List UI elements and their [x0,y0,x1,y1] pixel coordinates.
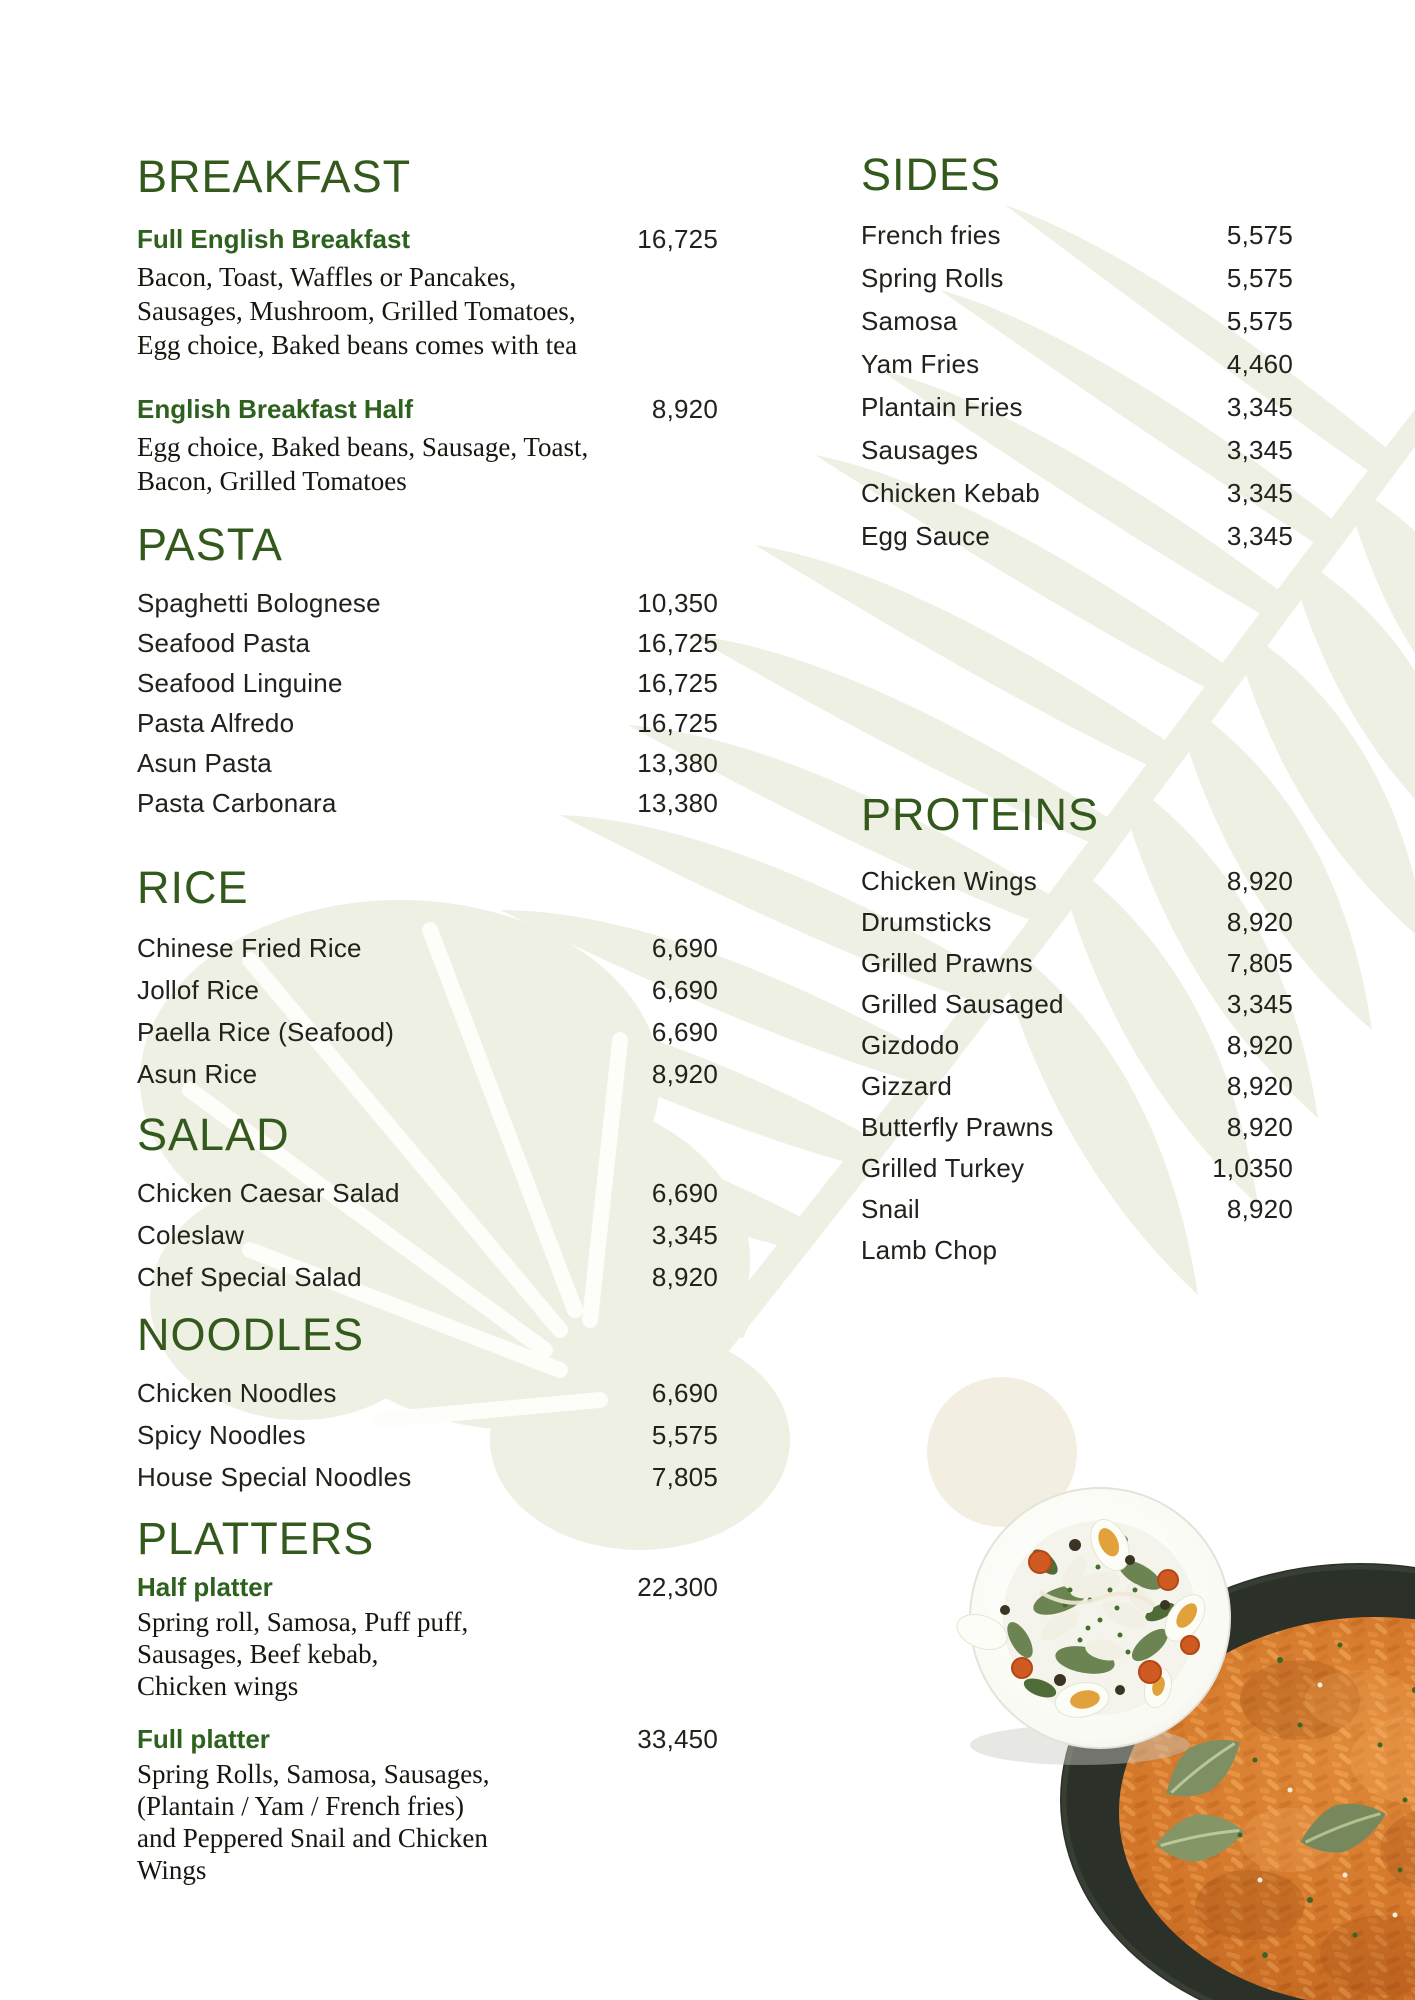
section-platters [137,1514,718,1908]
menu-item-name: House Special Noodles [137,1462,412,1492]
menu-item-name: Gizzard [861,1071,952,1101]
section-title: SIDES [861,149,1002,200]
menu-item [861,1235,1293,1266]
menu-item-price: 5,575 [1226,306,1293,336]
section-noodles [137,1310,718,1504]
menu-item [861,392,1293,423]
menu-item-name: Spaghetti Bolognese [137,588,381,618]
menu-item-description-line: Spring roll, Samosa, Puff puff, [137,1607,469,1637]
menu-item-price: 16,725 [637,224,718,254]
menu-item [861,1194,1293,1225]
menu-item-description-line: Sausages, Beef kebab, [137,1639,379,1669]
menu-item [137,708,718,739]
menu-item [861,1153,1293,1184]
section-title: RICE [137,862,249,913]
menu-item [137,1220,718,1251]
menu-item-name: Asun Pasta [137,748,272,778]
menu-item-price: 6,690 [651,1178,718,1208]
menu-item-price: 16,725 [637,628,718,658]
menu-item-name: Full platter [137,1724,270,1754]
menu-item [861,435,1293,466]
menu-item-price: 8,920 [1226,1194,1293,1224]
menu-item [137,788,718,819]
menu-item-name: Drumsticks [861,907,992,937]
menu-item-price: 3,345 [1226,392,1293,422]
section-breakfast [137,152,718,530]
menu-item-description-line: Chicken wings [137,1671,299,1701]
section-sides [861,150,1293,564]
menu-item [137,668,718,699]
menu-item-name: Chef Special Salad [137,1262,362,1292]
menu-item-price: 5,575 [651,1420,718,1450]
section-title: SALAD [137,1109,290,1160]
menu-item [137,1572,718,1602]
menu-item [137,224,718,254]
menu-item-name: Butterfly Prawns [861,1112,1054,1142]
menu-item-description [137,260,718,362]
menu-item-name: Seafood Linguine [137,668,343,698]
menu-item-price: 7,805 [1226,948,1293,978]
menu-item-description-line: Bacon, Grilled Tomatoes [137,466,407,496]
menu-item-price: 8,920 [651,394,718,424]
menu-item-name: Seafood Pasta [137,628,311,658]
menu-item-price: 7,805 [651,1462,718,1492]
menu-item-name: Grilled Prawns [861,948,1033,978]
menu-item [137,1462,718,1493]
menu-item-description-line: Egg choice, Baked beans, Sausage, Toast, [137,432,589,462]
menu-item-name: Plantain Fries [861,392,1023,422]
menu-item-price: 3,345 [1226,521,1293,551]
section-title: NOODLES [137,1309,365,1360]
menu-item [137,933,718,964]
menu-item-price: 33,450 [637,1724,718,1754]
menu-item-name: Coleslaw [137,1220,245,1250]
menu-item-name: Lamb Chop [861,1235,998,1265]
menu-item-description-line: Wings [137,1855,207,1885]
menu-item-name: Chinese Fried Rice [137,933,362,963]
menu-item-name: Spicy Noodles [137,1420,306,1450]
menu-item-name: French fries [861,220,1001,250]
menu-item [861,907,1293,938]
menu-item [137,1724,718,1754]
menu-item-name: English Breakfast Half [137,394,413,424]
menu-item-price: 1,0350 [1212,1153,1293,1183]
menu-item-price: 13,380 [637,788,718,818]
menu-item [861,263,1293,294]
menu-item [137,975,718,1006]
menu-item [137,748,718,779]
menu-item [137,588,718,619]
section-proteins [861,790,1293,1276]
menu-item-price: 3,345 [1226,989,1293,1019]
section-salad [137,1110,718,1304]
menu-item-name: Sausages [861,435,979,465]
menu-item-name: Grilled Turkey [861,1153,1025,1183]
menu-item [861,220,1293,251]
menu-item-price: 8,920 [1226,907,1293,937]
menu-item-price: 3,345 [1226,435,1293,465]
menu-item-price: 8,920 [1226,866,1293,896]
menu-item [861,349,1293,380]
menu-item-description-line: and Peppered Snail and Chicken [137,1823,488,1853]
menu-item-price: 8,920 [1226,1112,1293,1142]
menu-item-description-line: Egg choice, Baked beans comes with tea [137,330,578,360]
menu-item-name: Samosa [861,306,958,336]
menu-item [861,989,1293,1020]
menu-item-price: 10,350 [637,588,718,618]
menu-item-price: 4,460 [1226,349,1293,379]
menu-item [137,1017,718,1048]
section-title: BREAKFAST [137,151,412,202]
section-rice [137,863,718,1101]
menu-item-name: Jollof Rice [137,975,260,1005]
menu-item-name: Chicken Wings [861,866,1037,896]
menu-right-column [861,0,1293,2000]
menu-item [861,306,1293,337]
section-title: PLATTERS [137,1513,375,1564]
menu-item [861,1030,1293,1061]
menu-item-description [137,1758,718,1886]
menu-item-price: 5,575 [1226,263,1293,293]
menu-item [861,521,1293,552]
menu-item-price: 8,920 [651,1262,718,1292]
menu-item-description-line: Bacon, Toast, Waffles or Pancakes, [137,262,517,292]
menu-item-price: 8,920 [1226,1071,1293,1101]
menu-item-price: 8,920 [651,1059,718,1089]
menu-item-name: Full English Breakfast [137,224,411,254]
menu-item-price: 22,300 [637,1572,718,1602]
menu-item [861,1071,1293,1102]
menu-item [137,1378,718,1409]
menu-item [137,1178,718,1209]
menu-item-price: 3,345 [651,1220,718,1250]
menu-item-name: Chicken Kebab [861,478,1040,508]
section-pasta [137,520,718,828]
section-title: PASTA [137,519,283,570]
menu-item [137,1262,718,1293]
section-title: PROTEINS [861,789,1100,840]
menu-item-price: 16,725 [637,668,718,698]
menu-item-name: Spring Rolls [861,263,1004,293]
menu-item-price: 3,345 [1226,478,1293,508]
menu-item-name: Pasta Alfredo [137,708,295,738]
menu-item-name: Chicken Noodles [137,1378,337,1408]
menu-item [861,948,1293,979]
menu-item [861,866,1293,897]
menu-item-description-line: (Plantain / Yam / French fries) [137,1791,464,1821]
menu-item-name: Chicken Caesar Salad [137,1178,400,1208]
menu-item-price: 8,920 [1226,1030,1293,1060]
menu-left-column [137,0,718,2000]
menu-item-description [137,1606,718,1702]
menu-item-price: 5,575 [1226,220,1293,250]
menu-item-price: 6,690 [651,933,718,963]
menu-item-price: 6,690 [651,1017,718,1047]
menu-item-price: 6,690 [651,1378,718,1408]
menu-item-description [137,430,718,498]
menu-item-price: 16,725 [637,708,718,738]
menu-item [137,1059,718,1090]
menu-item [861,478,1293,509]
menu-item-price: 13,380 [637,748,718,778]
menu-item [861,1112,1293,1143]
menu-item-name: Gizdodo [861,1030,960,1060]
menu-item-name: Grilled Sausaged [861,989,1064,1019]
menu-item-name: Paella Rice (Seafood) [137,1017,395,1047]
menu-item-name: Half platter [137,1572,273,1602]
menu-item-name: Yam Fries [861,349,980,379]
menu-item [137,394,718,424]
menu-item-description-line: Spring Rolls, Samosa, Sausages, [137,1759,490,1789]
menu-item-name: Pasta Carbonara [137,788,337,818]
menu-item-name: Egg Sauce [861,521,991,551]
menu-item-price: 6,690 [651,975,718,1005]
menu-item-name: Snail [861,1194,920,1224]
menu-item [137,628,718,659]
menu-item-description-line: Sausages, Mushroom, Grilled Tomatoes, [137,296,576,326]
menu-item [137,1420,718,1451]
menu-item-name: Asun Rice [137,1059,258,1089]
